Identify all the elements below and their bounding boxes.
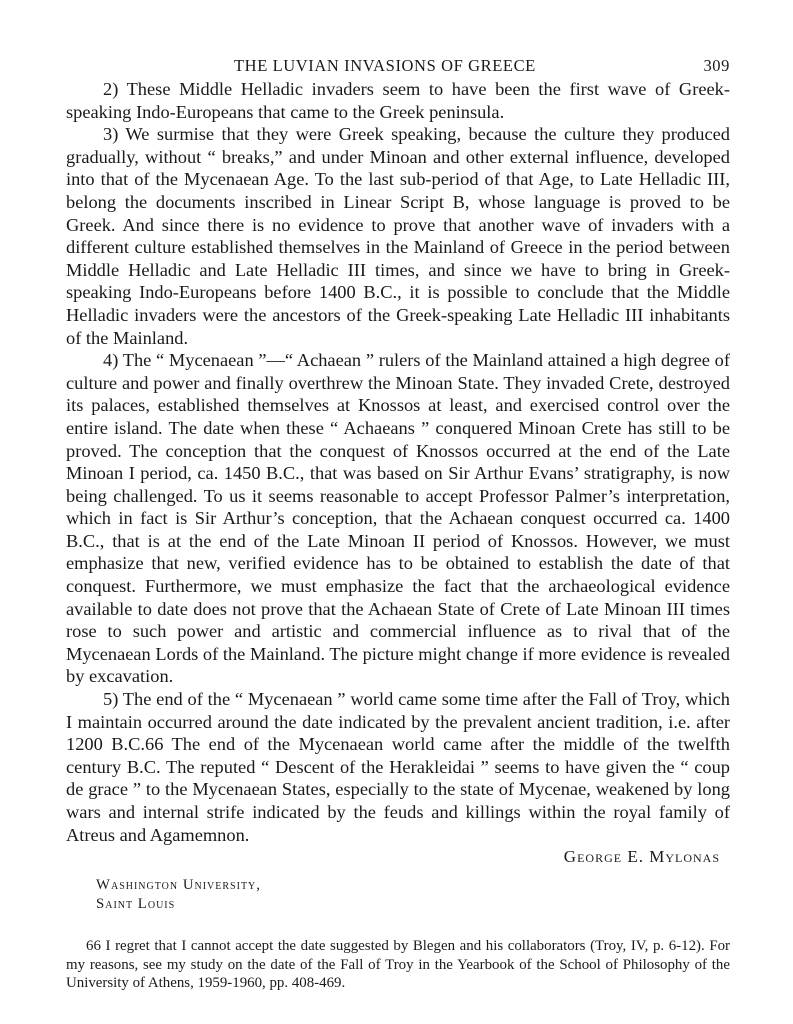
paragraph-5: 5) The end of the “ Mycenaean ” world came some time after the Fall of Troy, which I maintain occurred around the date indicated by the prevalent ancient tradition, i.e. after 1200 B.C.66 The end of the Mycenaean world came after the middle of the twelfth century B.C. The reputed “ Descent of the Herakleidai ” seems to have given the “ coup de grace ” to the Mycenaean States, especially to the state of Mycenae, weakened by long wars and internal strife indicated by the feuds and killings within the royal family of Atreus and Agamemnon.: [66, 689, 730, 845]
body-text: [66, 78, 730, 846]
journal-page: [66, 50, 730, 1008]
affiliation-line-1: Washington University,: [96, 877, 261, 894]
affiliation-line-2: Saint Louis: [96, 895, 176, 912]
footnote-66: 66 I regret that I cannot accept the date suggested by Blegen and his collaborators (Troy, IV, p. 6-12). For my reasons, see my study on the date of the Fall of Troy in the Yearbook of the School of Philosophy of the University of Athens, 1959-1960, pp. 408-469.: [66, 938, 730, 992]
page-number: 309: [703, 56, 730, 75]
paragraph-4: 4) The “ Mycenaean ”—“ Achaean ” rulers of the Mainland attained a high degree of culture and power and finally overthrew the Minoan State. They invaded Crete, destroyed its palaces, established themselves at Knossos at least, and exercised control over the entire island. The date when these “ Achaeans ” conquered Minoan Crete has still to be proved. The conception that the conquest of Knossos occurred at the end of the Late Minoan I period, ca. 1450 B.C., that was based on Sir Arthur Evans’ stratigraphy, is now being challenged. To us it seems reasonable to accept Professor Palmer’s interpretation, which in fact is Sir Arthur’s conception, that the Achaean conquest occurred ca. 1400 B.C., that is at the end of the Late Minoan II period of Knossos. However, we must emphasize that new, verified evidence has to be obtained to establish the date of that conquest. Furthermore, we must emphasize the fact that the archaeological evidence available to date does not prove that the Achaean State of Crete of Late Minoan III times rose to such power and artistic and commercial influence as to rival that of the Mycenaean Lords of the Mainland. The picture might change if more evidence is revealed by excavation.: [66, 350, 730, 687]
paragraph-2: 2) These Middle Helladic invaders seem to have been the first wave of Greek-speaking Indo-Europeans that came to the Greek peninsula.: [66, 79, 730, 122]
running-header: [66, 50, 730, 78]
paragraph-3: 3) We surmise that they were Greek speaking, because the culture they produced gradually, without “ breaks,” and under Minoan and other external influence, developed into that of the Mycenaean Age. To the last sub-period of that Age, to Late Helladic III, belong the documents inscribed in Linear Script B, whose language is proved to be Greek. And since there is no evidence to prove that another wave of invaders with a different culture established themselves in the Mainland of Greece in the period between Middle Helladic and Late Helladic III times, and since we have to bring in Greek-speaking Indo-Europeans before 1400 B.C., it is possible to conclude that the Middle Helladic invaders were the ancestors of the Greek-speaking Late Helladic III inhabitants of the Mainland.: [66, 124, 730, 348]
author-signature: George E. Mylonas: [563, 847, 720, 867]
author-affiliation: [96, 876, 730, 913]
running-title: THE LUVIAN INVASIONS OF GREECE: [234, 56, 536, 75]
